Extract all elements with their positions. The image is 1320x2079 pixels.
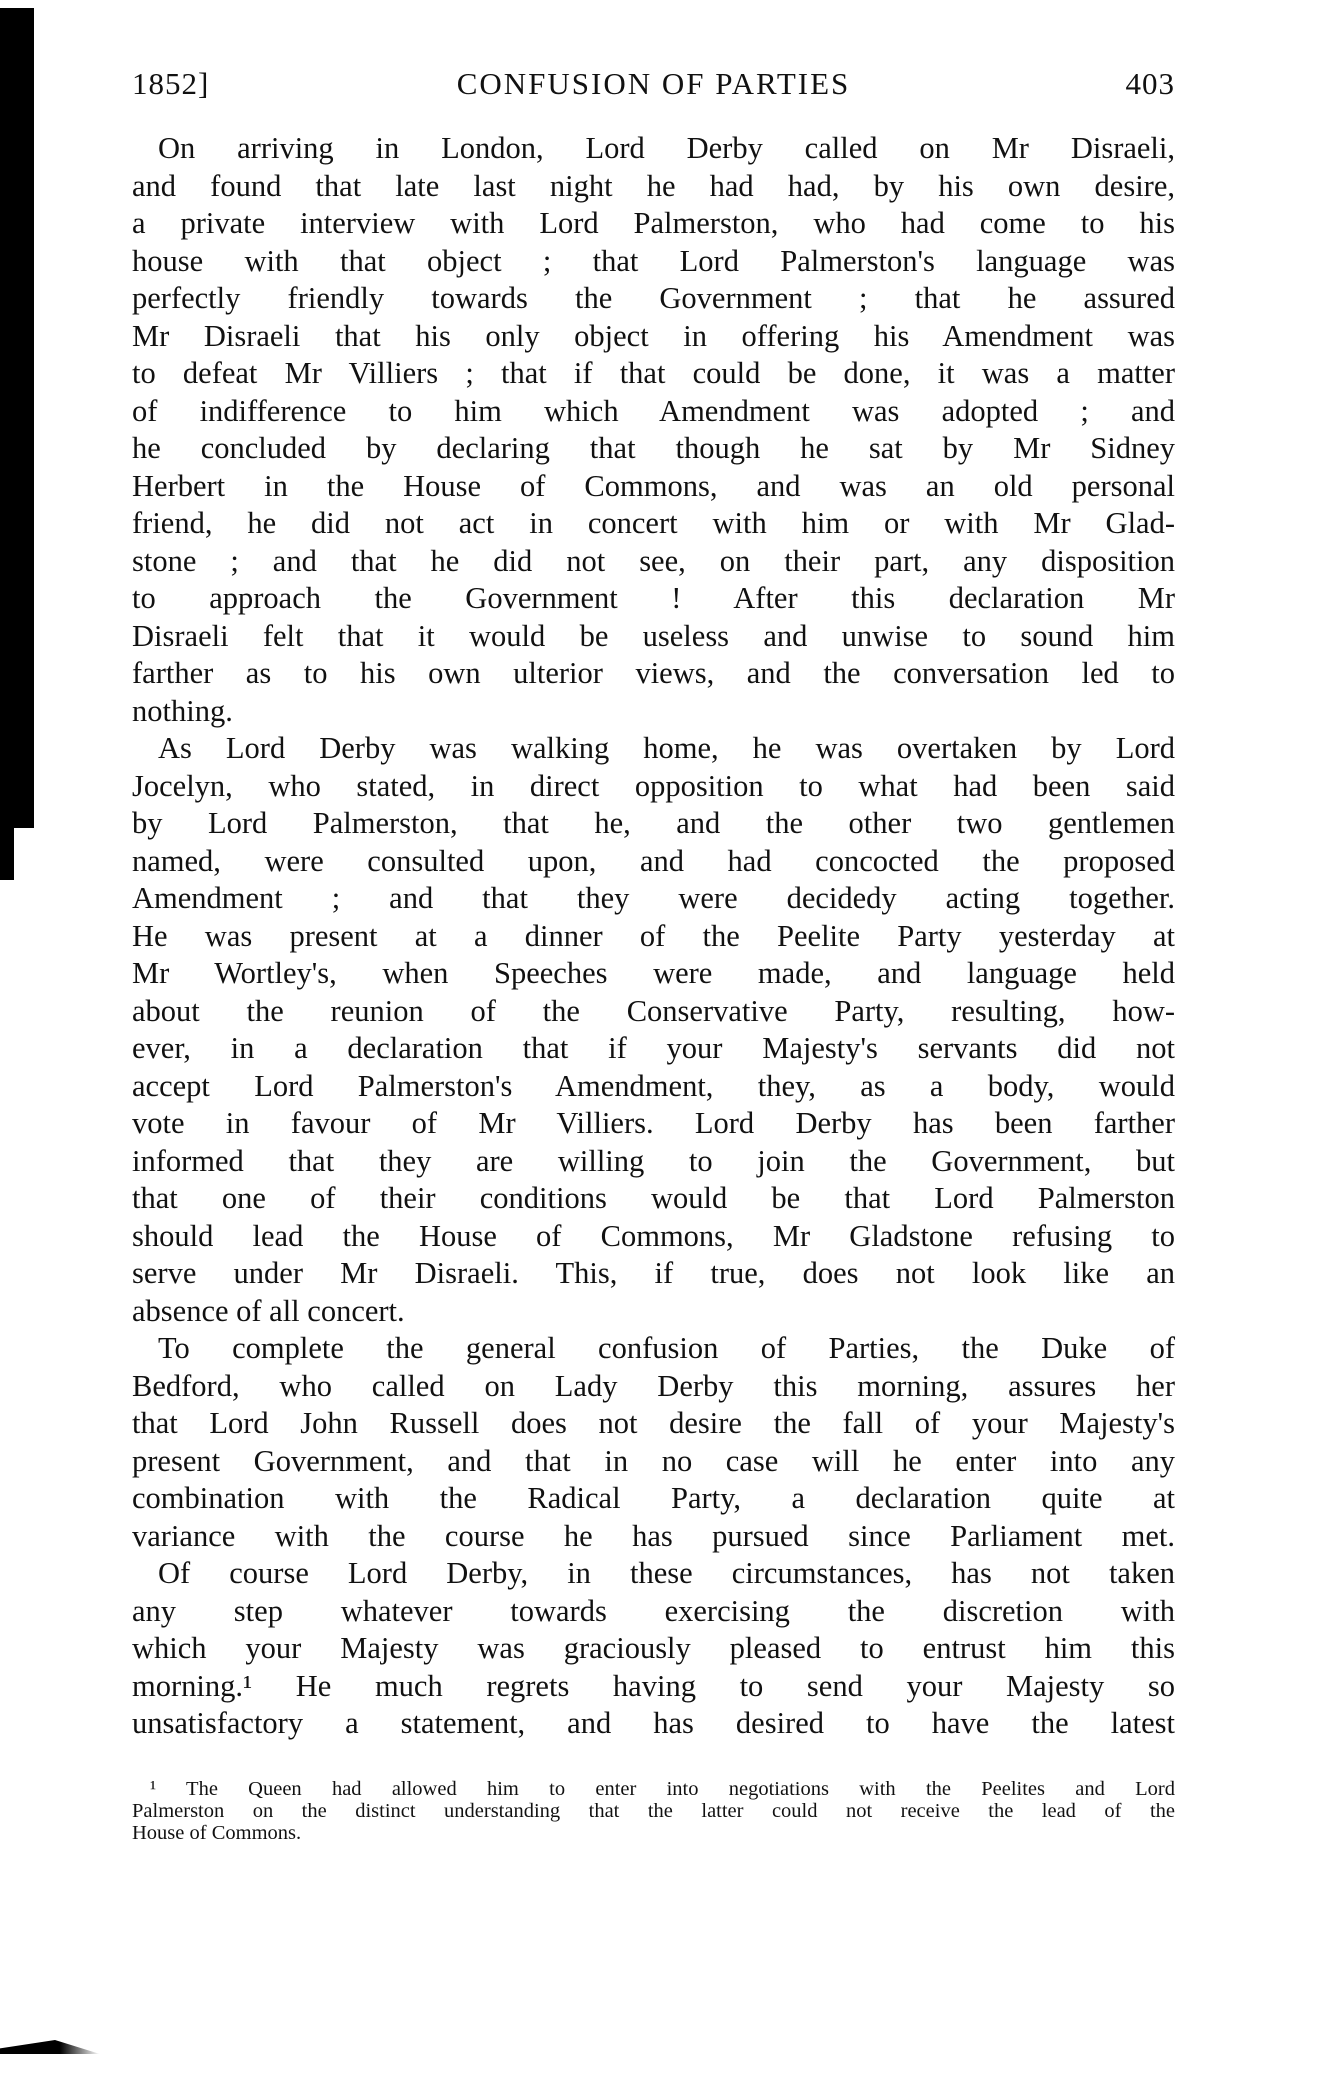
- header-title: CONFUSION OF PARTIES: [456, 66, 851, 101]
- footnote-line: Palmerston on the distinct understanding that the latter could not receive the lead of the: [132, 1800, 1175, 1822]
- text-line: that Lord John Russell does not desire the fall of your Majesty's: [132, 1406, 1175, 1440]
- text-line: He was present at a dinner of the Peelite Party yesterday at: [132, 918, 1175, 953]
- text-line: To complete the general confusion of Parties, the Duke of: [158, 1331, 1175, 1365]
- scan-edge-shadow: [0, 8, 34, 828]
- text-line: Of course Lord Derby, in these circumstances, has not taken: [158, 1556, 1175, 1590]
- running-header: [132, 66, 1175, 110]
- text-line: house with that object ; that Lord Palmerston's language was: [132, 243, 1175, 278]
- scan-smudge: [0, 2040, 100, 2054]
- text-line: Jocelyn, who stated, in direct opposition to what had been said: [132, 768, 1175, 803]
- page-number: 403: [1125, 66, 1175, 101]
- text-line: On arriving in London, Lord Derby called on Mr Disraeli,: [158, 131, 1175, 165]
- text-line: ever, in a declaration that if your Majesty's servants did not: [132, 1031, 1175, 1065]
- text-line: should lead the House of Commons, Mr Gladstone refusing to: [132, 1218, 1175, 1253]
- text-line: Mr Disraeli that his only object in offering his Amendment was: [132, 318, 1175, 353]
- text-line: to approach the Government ! After this declaration Mr: [132, 581, 1175, 615]
- text-line: Herbert in the House of Commons, and was an old personal: [132, 468, 1175, 503]
- text-line: vote in favour of Mr Villiers. Lord Derby has been farther: [132, 1106, 1175, 1140]
- text-line: As Lord Derby was walking home, he was overtaken by Lord: [158, 731, 1175, 765]
- text-line: by Lord Palmerston, that he, and the other two gentlemen: [132, 806, 1175, 840]
- text-line: of indifference to him which Amendment was adopted ; and: [132, 393, 1175, 428]
- text-line: a private interview with Lord Palmerston, who had come to his: [132, 206, 1175, 240]
- text-line: variance with the course he has pursued since Parliament met.: [132, 1518, 1175, 1553]
- text-line: which your Majesty was graciously pleased to entrust him this: [132, 1631, 1175, 1665]
- text-line: that one of their conditions would be that Lord Palmerston: [132, 1181, 1175, 1215]
- text-line: stone ; and that he did not see, on their part, any disposition: [132, 543, 1175, 578]
- text-line: any step whatever towards exercising the discretion with: [132, 1593, 1175, 1628]
- text-line: and found that late last night he had had, by his own desire,: [132, 168, 1175, 203]
- text-line: unsatisfactory a statement, and has desired to have the latest: [132, 1706, 1175, 1740]
- text-line: Amendment ; and that they were decidedy acting together.: [132, 881, 1175, 915]
- text-line: absence of all concert.: [132, 1293, 405, 1328]
- text-line: informed that they are willing to join the Government, but: [132, 1143, 1175, 1178]
- text-line: to defeat Mr Villiers ; that if that could be done, it was a matter: [132, 356, 1175, 390]
- paragraph: [132, 1555, 1175, 1743]
- text-line: he concluded by declaring that though he sat by Mr Sidney: [132, 431, 1175, 465]
- text-line: Disraeli felt that it would be useless and unwise to sound him: [132, 618, 1175, 653]
- footnote-line: House of Commons.: [132, 1822, 302, 1844]
- footnote-line: ¹ The Queen had allowed him to enter into negotiations with the Peelites and Lord: [150, 1778, 1175, 1800]
- text-line: farther as to his own ulterior views, and the conversation led to: [132, 656, 1175, 690]
- text-line: serve under Mr Disraeli. This, if true, does not look like an: [132, 1256, 1175, 1290]
- header-year: 1852]: [132, 66, 210, 101]
- text-line: Bedford, who called on Lady Derby this morning, assures her: [132, 1368, 1175, 1403]
- body-text: [132, 130, 1175, 1743]
- text-line: nothing.: [132, 693, 233, 728]
- text-line: Mr Wortley's, when Speeches were made, and language held: [132, 956, 1175, 990]
- text-line: perfectly friendly towards the Government ; that he assured: [132, 281, 1175, 315]
- text-line: combination with the Radical Party, a declaration quite at: [132, 1481, 1175, 1515]
- text-line: friend, he did not act in concert with him or with Mr Glad-: [132, 506, 1175, 540]
- scan-edge-shadow-tail: [0, 820, 14, 880]
- paragraph: [132, 130, 1175, 730]
- text-line: morning.¹ He much regrets having to send your Majesty so: [132, 1668, 1175, 1703]
- paragraph: [132, 1330, 1175, 1555]
- text-line: named, were consulted upon, and had concocted the proposed: [132, 843, 1175, 878]
- text-line: about the reunion of the Conservative Party, resulting, how-: [132, 993, 1175, 1028]
- footnote: [132, 1778, 1175, 1844]
- text-line: present Government, and that in no case will he enter into any: [132, 1443, 1175, 1478]
- paragraph: [132, 730, 1175, 1330]
- text-line: accept Lord Palmerston's Amendment, they, as a body, would: [132, 1068, 1175, 1103]
